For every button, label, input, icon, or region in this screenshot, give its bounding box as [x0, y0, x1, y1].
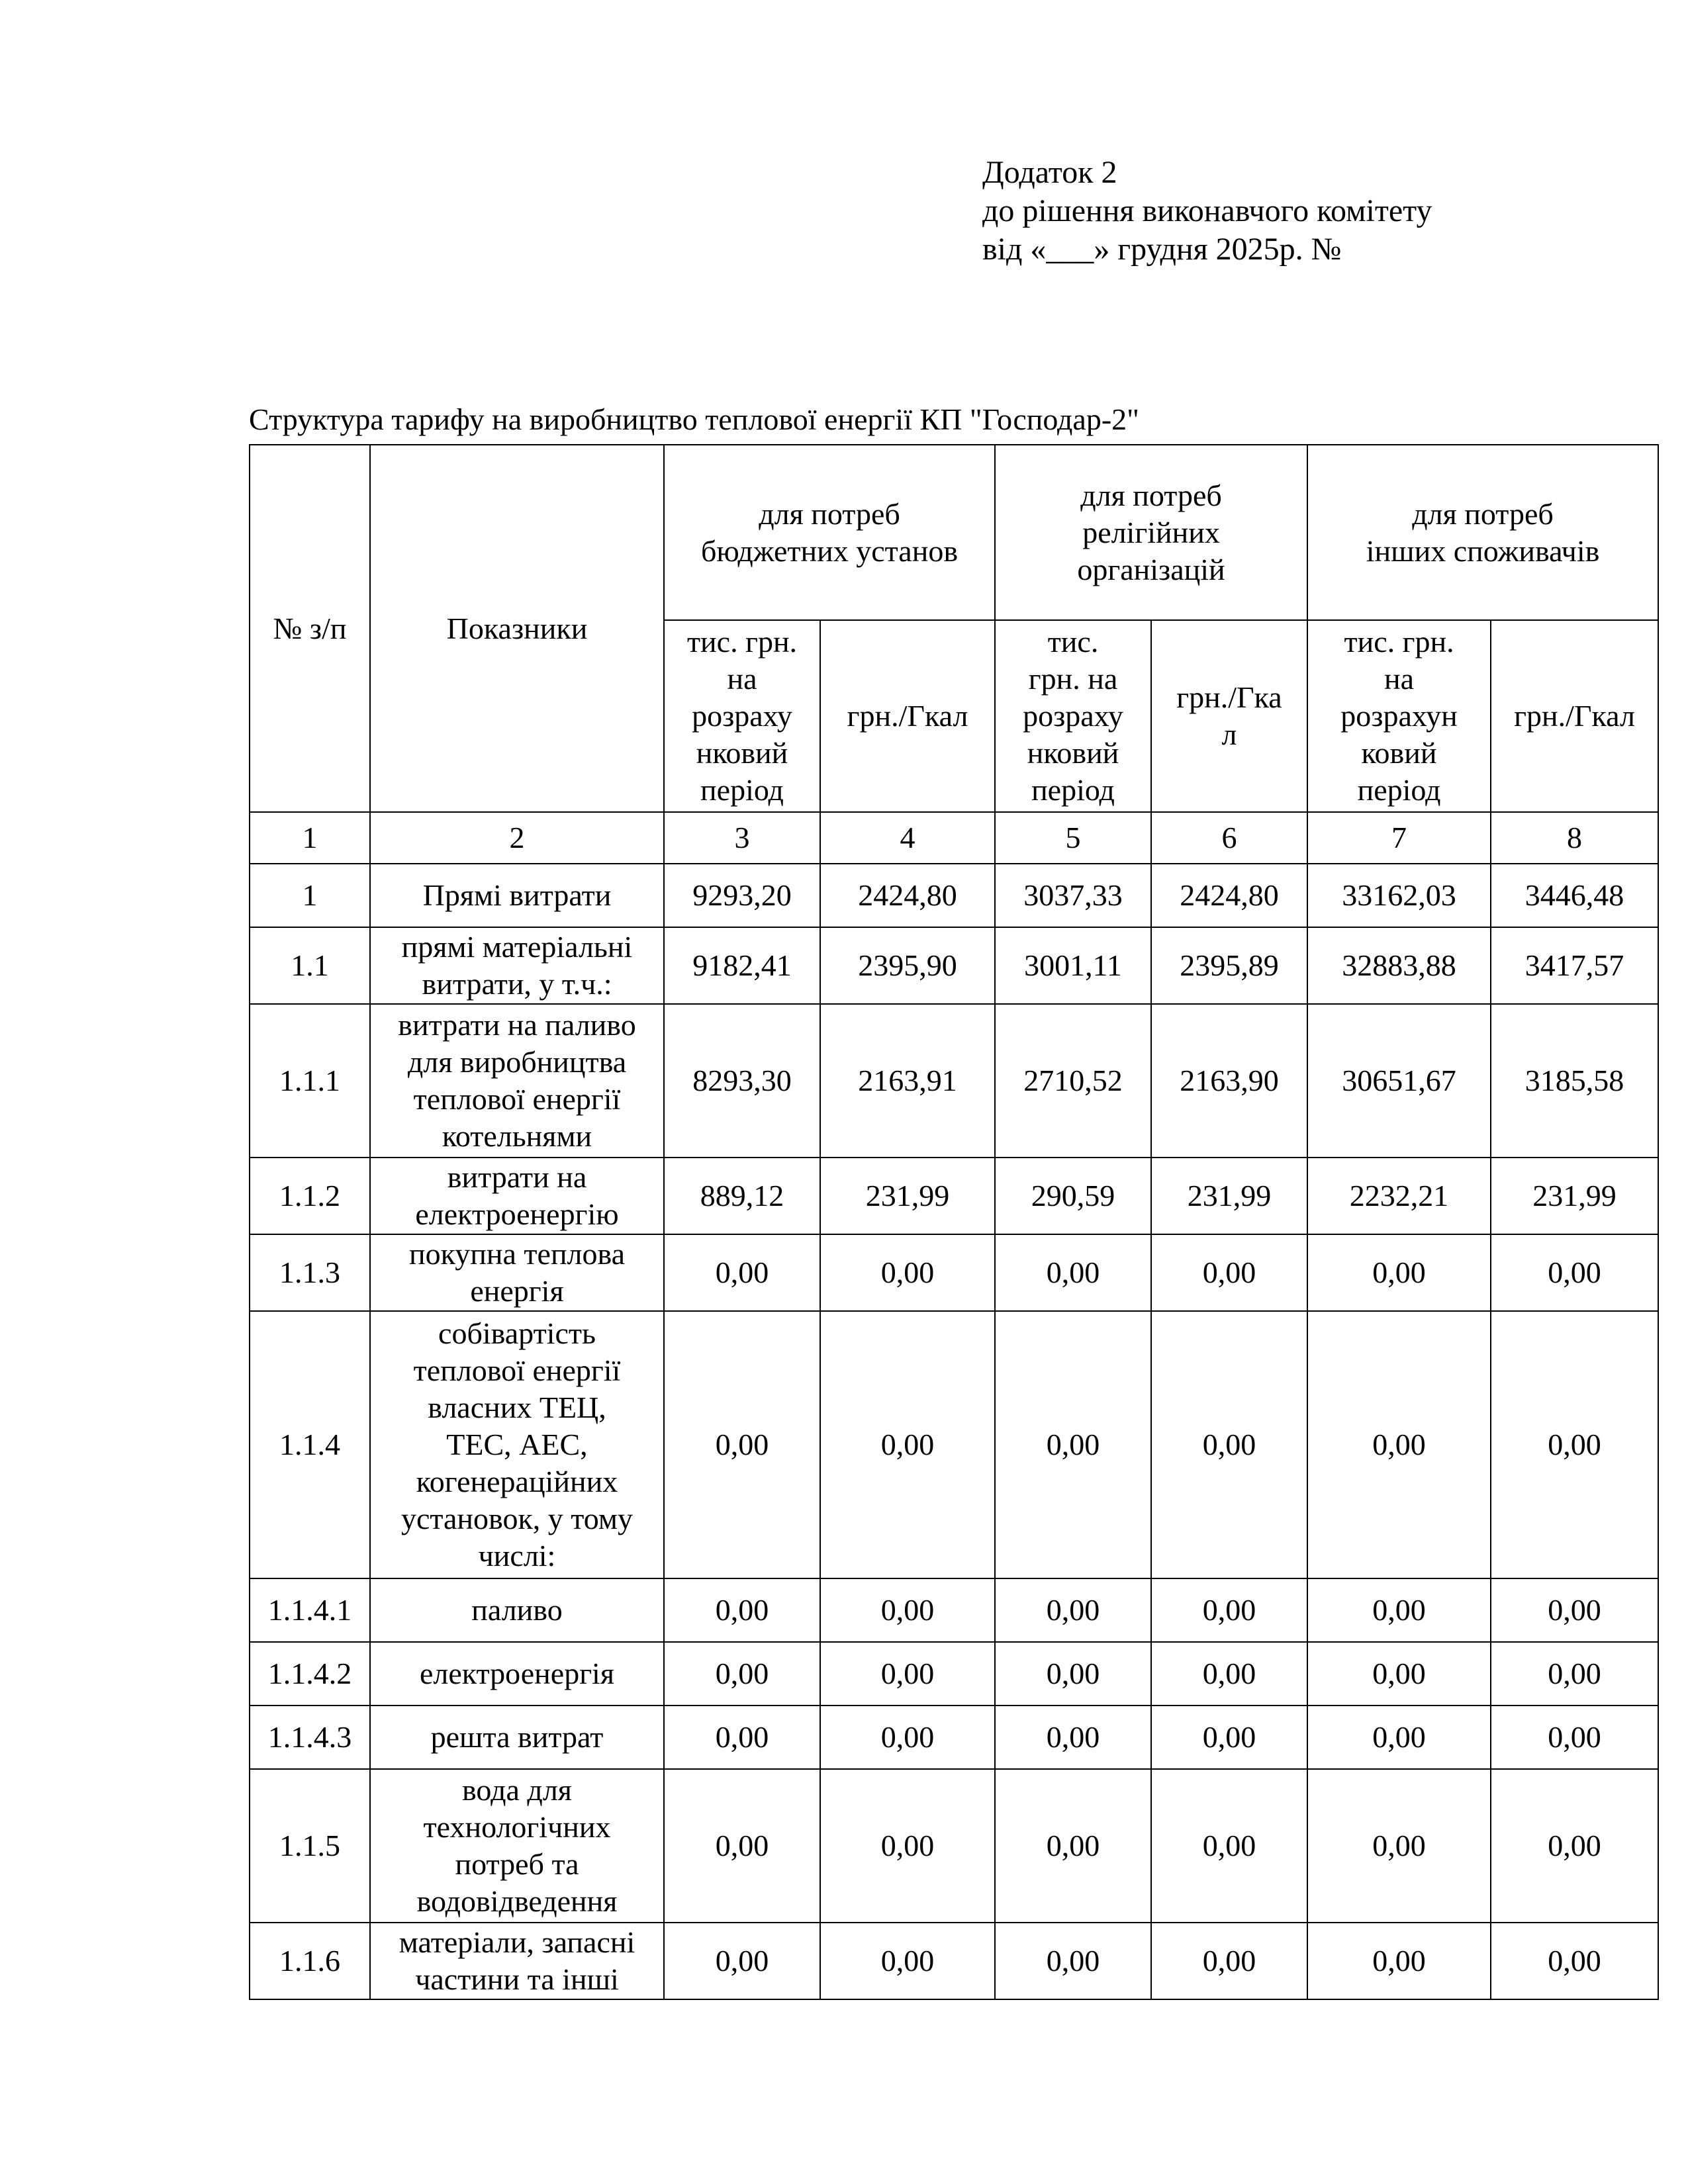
row-value-cell: 3037,33 — [995, 864, 1151, 927]
row-value-cell: 0,00 — [1151, 1311, 1307, 1578]
row-value-cell: 0,00 — [1491, 1769, 1658, 1923]
row-indicator-cell: витрати на електроенергію — [370, 1158, 664, 1234]
row-value-cell: 0,00 — [820, 1706, 995, 1769]
row-value-cell: 2424,80 — [820, 864, 995, 927]
sub-header-other-per-gcal: грн./Гкал — [1491, 620, 1658, 812]
row-value-cell: 0,00 — [820, 1578, 995, 1642]
row-value-cell: 2395,90 — [820, 927, 995, 1004]
row-value-cell: 2163,90 — [1151, 1004, 1307, 1158]
row-value-cell: 0,00 — [1307, 1923, 1491, 1999]
row-value-cell: 0,00 — [1307, 1234, 1491, 1311]
row-value-cell: 2710,52 — [995, 1004, 1151, 1158]
sub-header-other-total: тис. грн. на розрахун ковий період — [1307, 620, 1491, 812]
row-number-cell: 1.1.5 — [250, 1769, 370, 1923]
row-value-cell: 0,00 — [1491, 1642, 1658, 1706]
row-value-cell: 0,00 — [1307, 1706, 1491, 1769]
row-number-cell: 1.1.3 — [250, 1234, 370, 1311]
row-value-cell: 0,00 — [1151, 1706, 1307, 1769]
row-number-cell: 1 — [250, 864, 370, 927]
row-value-cell: 231,99 — [820, 1158, 995, 1234]
table-row — [250, 1706, 1658, 1769]
row-number-cell: 1.1.4.2 — [250, 1642, 370, 1706]
row-indicator-cell: прямі матеріальні витрати, у т.ч.: — [370, 927, 664, 1004]
row-value-cell: 0,00 — [1307, 1642, 1491, 1706]
row-value-cell: 0,00 — [995, 1706, 1151, 1769]
row-value-cell: 0,00 — [664, 1234, 820, 1311]
row-value-cell: 0,00 — [1491, 1234, 1658, 1311]
row-value-cell: 0,00 — [1307, 1578, 1491, 1642]
row-indicator-cell: електроенергія — [370, 1642, 664, 1706]
header-number-cell: № з/п — [250, 445, 370, 812]
table-row — [250, 1578, 1658, 1642]
row-value-cell: 0,00 — [664, 1311, 820, 1578]
row-indicator-cell: Прямі витрати — [370, 864, 664, 927]
row-value-cell: 2163,91 — [820, 1004, 995, 1158]
row-value-cell: 33162,03 — [1307, 864, 1491, 927]
row-number-cell: 1.1.4 — [250, 1311, 370, 1578]
row-value-cell: 0,00 — [1151, 1769, 1307, 1923]
row-number-cell: 1.1.2 — [250, 1158, 370, 1234]
row-value-cell: 0,00 — [1151, 1923, 1307, 1999]
row-value-cell: 0,00 — [995, 1578, 1151, 1642]
row-indicator-cell: витрати на паливо для виробництва теплової енергії котельнями — [370, 1004, 664, 1158]
row-value-cell: 889,12 — [664, 1158, 820, 1234]
table-row — [250, 1923, 1658, 1999]
row-value-cell: 0,00 — [664, 1706, 820, 1769]
row-indicator-cell: покупна теплова енергія — [370, 1234, 664, 1311]
row-indicator-cell: вода для технологічних потреб та водовідведення — [370, 1769, 664, 1923]
column-number-cell: 4 — [820, 812, 995, 864]
column-number-cell: 2 — [370, 812, 664, 864]
row-value-cell: 3185,58 — [1491, 1004, 1658, 1158]
sub-header-budget-per-gcal: грн./Гкал — [820, 620, 995, 812]
row-indicator-cell: паливо — [370, 1578, 664, 1642]
table-row — [250, 1004, 1658, 1158]
row-value-cell: 0,00 — [820, 1642, 995, 1706]
row-value-cell: 0,00 — [995, 1923, 1151, 1999]
row-value-cell: 0,00 — [1491, 1578, 1658, 1642]
row-value-cell: 0,00 — [995, 1769, 1151, 1923]
row-value-cell: 0,00 — [1307, 1311, 1491, 1578]
row-value-cell: 0,00 — [1151, 1642, 1307, 1706]
row-value-cell: 0,00 — [1491, 1923, 1658, 1999]
header-group-other: для потреб інших споживачів — [1307, 445, 1658, 620]
addendum-date: від «___» грудня 2025р. № — [982, 232, 1342, 267]
row-value-cell: 0,00 — [820, 1923, 995, 1999]
sub-header-religious-per-gcal: грн./Гка л — [1151, 620, 1307, 812]
table-row — [250, 1234, 1658, 1311]
row-value-cell: 0,00 — [664, 1642, 820, 1706]
header-indicator-cell: Показники — [370, 445, 664, 812]
addendum-decision: до рішення виконавчого комітету — [982, 193, 1432, 228]
row-value-cell: 30651,67 — [1307, 1004, 1491, 1158]
column-number-cell: 8 — [1491, 812, 1658, 864]
row-value-cell: 0,00 — [820, 1234, 995, 1311]
table-row — [250, 864, 1658, 927]
row-number-cell: 1.1.4.3 — [250, 1706, 370, 1769]
row-indicator-cell: решта витрат — [370, 1706, 664, 1769]
row-number-cell: 1.1 — [250, 927, 370, 1004]
row-value-cell: 2395,89 — [1151, 927, 1307, 1004]
row-value-cell: 0,00 — [1491, 1311, 1658, 1578]
sub-header-religious-total: тис. грн. на розраху нковий період — [995, 620, 1151, 812]
table-row — [250, 927, 1658, 1004]
row-value-cell: 32883,88 — [1307, 927, 1491, 1004]
row-value-cell: 0,00 — [1307, 1769, 1491, 1923]
header-group-budget: для потреб бюджетних установ — [664, 445, 995, 620]
row-value-cell: 0,00 — [995, 1311, 1151, 1578]
row-number-cell: 1.1.6 — [250, 1923, 370, 1999]
row-value-cell: 2424,80 — [1151, 864, 1307, 927]
column-number-cell: 1 — [250, 812, 370, 864]
row-value-cell: 0,00 — [1151, 1234, 1307, 1311]
row-number-cell: 1.1.1 — [250, 1004, 370, 1158]
row-value-cell: 3446,48 — [1491, 864, 1658, 927]
row-number-cell: 1.1.4.1 — [250, 1578, 370, 1642]
row-value-cell: 8293,30 — [664, 1004, 820, 1158]
table-title: Структура тарифу на виробництво теплової енергії КП "Господар-2" — [249, 402, 1139, 436]
row-value-cell: 0,00 — [820, 1769, 995, 1923]
row-value-cell: 0,00 — [664, 1923, 820, 1999]
sub-header-budget-total: тис. грн. на розраху нковий період — [664, 620, 820, 812]
row-value-cell: 0,00 — [1151, 1578, 1307, 1642]
table-row — [250, 1158, 1658, 1234]
row-indicator-cell: матеріали, запасні частини та інші — [370, 1923, 664, 1999]
addendum-title: Додаток 2 — [982, 155, 1117, 190]
column-number-row — [250, 812, 1658, 864]
row-value-cell: 0,00 — [820, 1311, 995, 1578]
row-value-cell: 0,00 — [664, 1578, 820, 1642]
row-value-cell: 9293,20 — [664, 864, 820, 927]
row-value-cell: 231,99 — [1491, 1158, 1658, 1234]
table-row — [250, 1769, 1658, 1923]
row-value-cell: 0,00 — [995, 1642, 1151, 1706]
row-value-cell: 0,00 — [995, 1234, 1151, 1311]
column-number-cell: 5 — [995, 812, 1151, 864]
row-value-cell: 9182,41 — [664, 927, 820, 1004]
column-number-cell: 6 — [1151, 812, 1307, 864]
table-row — [250, 1642, 1658, 1706]
row-value-cell: 2232,21 — [1307, 1158, 1491, 1234]
row-indicator-cell: собівартість теплової енергії власних ТЕЦ, ТЕС, АЕС, когенераційних установок, у тому числі: — [370, 1311, 664, 1578]
header-group-religious: для потреб релігійних організацій — [995, 445, 1307, 620]
column-number-cell: 3 — [664, 812, 820, 864]
tariff-structure-table — [249, 444, 1659, 2000]
row-value-cell: 3417,57 — [1491, 927, 1658, 1004]
row-value-cell: 231,99 — [1151, 1158, 1307, 1234]
row-value-cell: 3001,11 — [995, 927, 1151, 1004]
addendum-block — [982, 154, 1432, 269]
table-row — [250, 1311, 1658, 1578]
row-value-cell: 0,00 — [664, 1769, 820, 1923]
row-value-cell: 0,00 — [1491, 1706, 1658, 1769]
row-value-cell: 290,59 — [995, 1158, 1151, 1234]
column-number-cell: 7 — [1307, 812, 1491, 864]
